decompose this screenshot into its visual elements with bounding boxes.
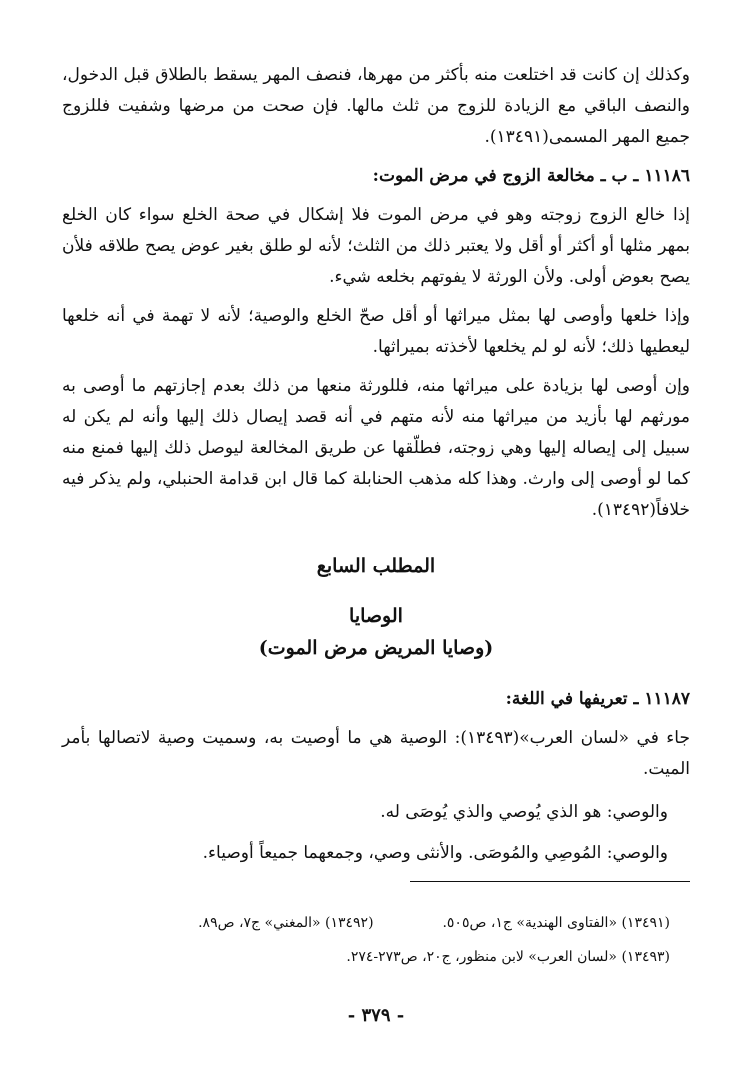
definition-item: والوصي: المُوصِي والمُوصَى. والأنثى وصي، وجمعهما جميعاً أوصياء.	[202, 843, 668, 863]
definition-item: والوصي: هو الذي يُوصي والذي يُوصَى له.	[380, 802, 668, 822]
footnote-13491: (١٣٤٩١) «الفتاوى الهندية» ج١، ص٥٠٥.	[442, 915, 670, 931]
footnote-13492: (١٣٤٩٢) «المغني» ج٧، ص٨٩.	[198, 915, 374, 931]
footnote-row	[62, 910, 690, 936]
section-title: المطلب السابع	[316, 555, 436, 577]
paragraph-bequest-excess: وإن أوصى لها بزيادة على ميراثها منه، فللورثة منعها من ذلك بعدم إجازتهم ما أوصى به مورثهم لها بأزيد من ميراثها منه لأنه متهم في أنه قصد إيصال ذلك إليها وأنه لم يكن له سبيل إلى إيصاله إليها وهي زوجته، فطلّقها عن طريق المخالعة ليوصل ذلك إليها فمنع منه كما لو أوصى إلى وارث. وهذا كله مذهب الحنابلة كما قال ابن قدامة الحنبلي، ولم يذكر فيه خلافاً(١٣٤٩٢).	[62, 376, 690, 520]
paragraph-khula-bequest: وإذا خلعها وأوصى لها بمثل ميراثها أو أقل صحّ الخلع والوصية؛ لأنه لا تهمة في أنه خلعها ليعطيها ذلك؛ لأنه لو لم يخلعها لأخذته بميراثها.	[62, 306, 690, 357]
page-number: - ٣٧٩ -	[347, 1005, 405, 1026]
subtitle-wills: الوصايا	[349, 605, 403, 627]
subtitle-wills-of-ill: (وصايا المريض مرض الموت)	[258, 637, 494, 659]
heading-husband-khula: ١١١٨٦ ـ ب ـ مخالعة الزوج في مرض الموت:	[372, 166, 690, 186]
paragraph-dowry-khula: وكذلك إن كانت قد اختلعت منه بأكثر من مهرها، فنصف المهر يسقط بالطلاق قبل الدخول، والنصف الباقي مع الزيادة للزوج من ثلث مالها. فإن صحت من مرضها وشفيت فللزوج جميع المهر المسمى(١٣٤٩١).	[62, 65, 690, 147]
footnote-divider	[410, 881, 690, 882]
footnote-13493: (١٣٤٩٣) «لسان العرب» لابن منظور، ج٢٠، ص٢٧٣-٢٧٤.	[346, 949, 670, 965]
paragraph-lisan-al-arab: جاء في «لسان العرب»(١٣٤٩٣): الوصية هي ما أوصيت به، وسميت وصية لاتصالها بأمر الميت.	[62, 728, 690, 779]
heading-linguistic-definition: ١١١٨٧ ـ تعريفها في اللغة:	[505, 689, 690, 709]
paragraph-khula-death-illness: إذا خالع الزوج زوجته وهو في مرض الموت فلا إشكال في صحة الخلع سواء كان الخلع بمهر مثلها أو أكثر أو أقل ولا يعتبر ذلك من الثلث؛ لأنه لو طلق بغير عوض يصح طلاقه فلأن يصح بعوض أولى. ولأن الورثة لا يفوتهم بخلعه شيء.	[62, 205, 690, 287]
footnote-row	[62, 944, 690, 970]
